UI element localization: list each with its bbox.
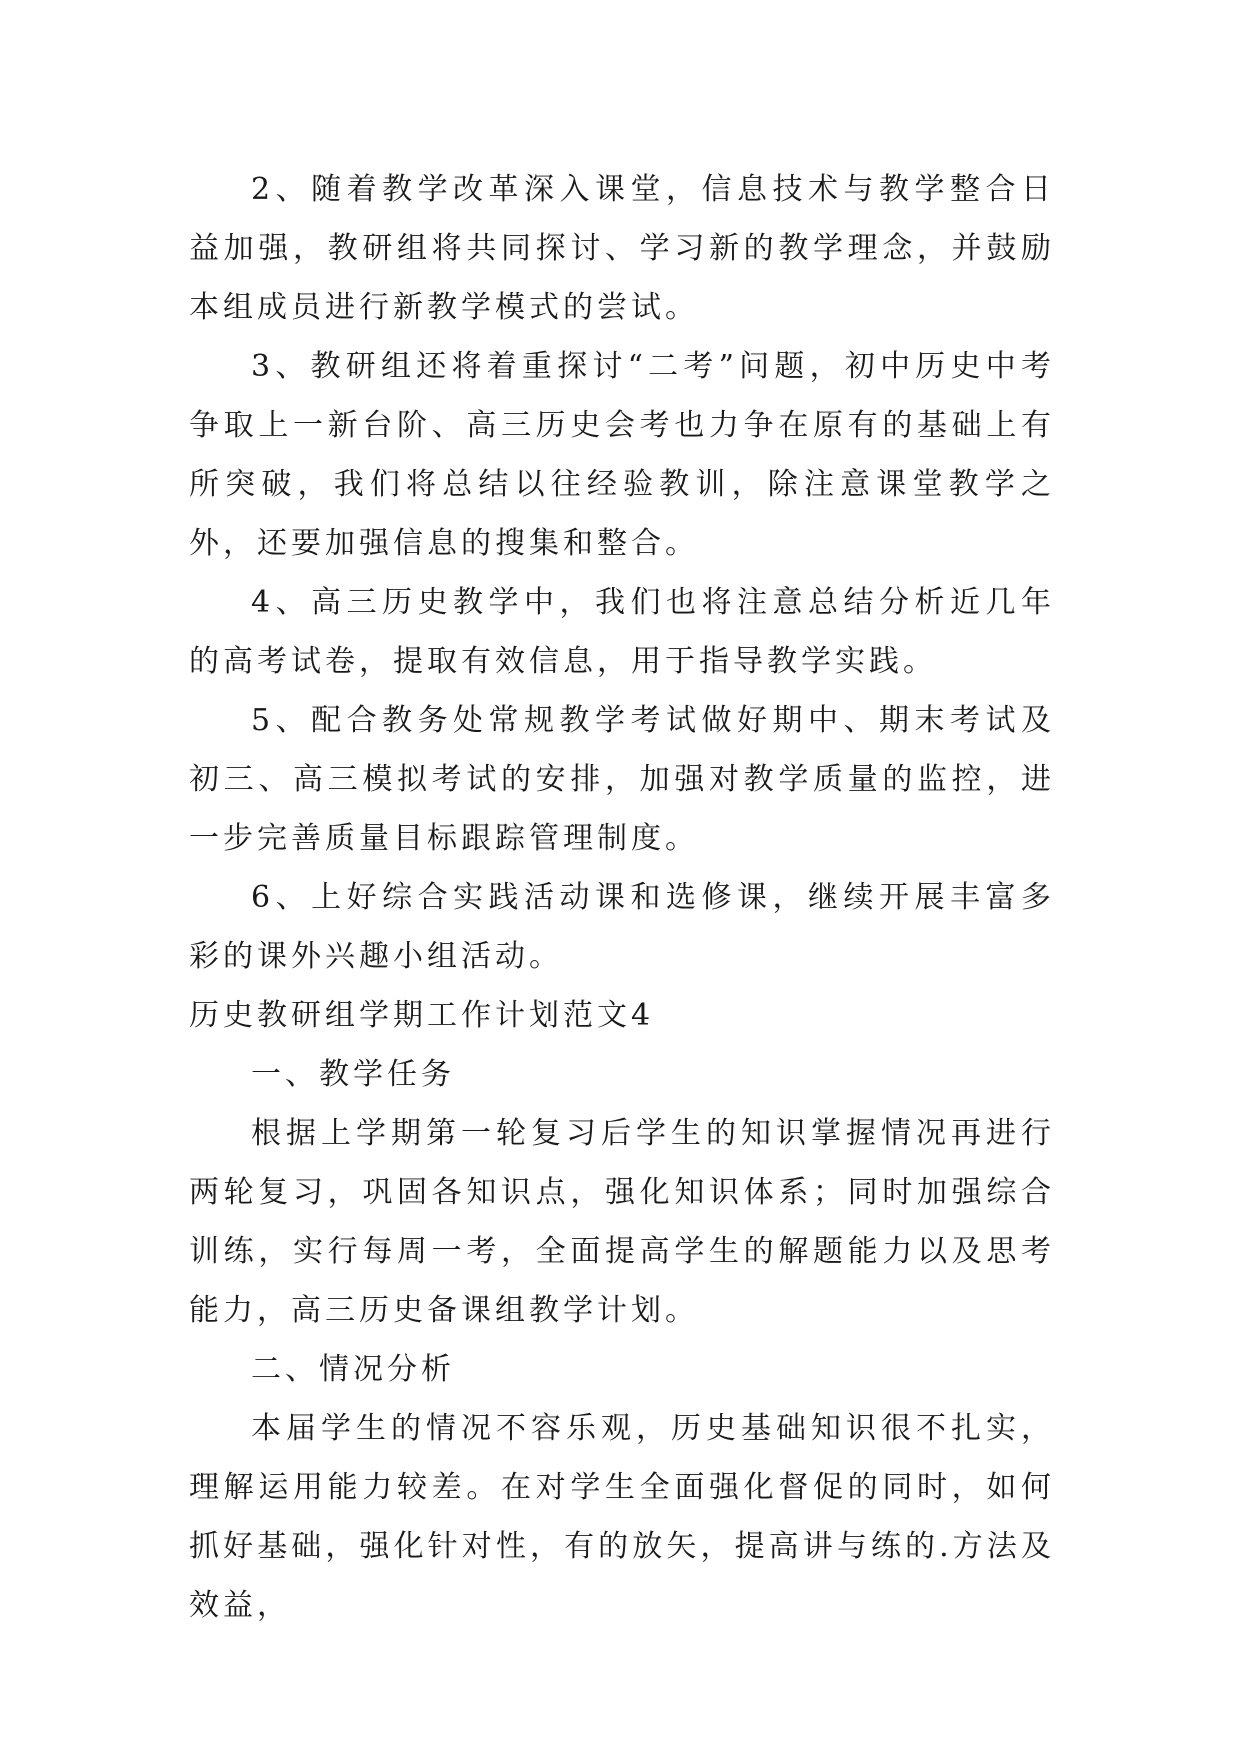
section-title: 历史教研组学期工作计划范文4 (189, 998, 655, 1033)
paragraph-situation-analysis: 本届学生的情况不容乐观，历史基础知识很不扎实，理解运用能力较差。在对学生全面强化督促的同时，如何抓好基础，强化针对性，有的放矢，提高讲与练的.方法及效益， (189, 1411, 1055, 1623)
paragraph-teaching-tasks: 根据上学期第一轮复习后学生的知识掌握情况再进行两轮复习，巩固各知识点，强化知识体系；同时加强综合训练，实行每周一考，全面提高学生的解题能力以及思考能力，高三历史备课组教学计划。 (189, 1116, 1055, 1328)
paragraph-item-5: 5、配合教务处常规教学考试做好期中、期末考试及初三、高三模拟考试的安排，加强对教学质量的监控，进一步完善质量目标跟踪管理制度。 (189, 703, 1055, 856)
paragraph-item-3: 3、教研组还将着重探讨“二考”问题，初中历史中考争取上一新台阶、高三历史会考也力争在原有的基础上有所突破，我们将总结以往经验教训，除注意课堂教学之外，还要加强信息的搜集和整合。 (189, 349, 1055, 561)
heading-situation-analysis: 二、情况分析 (251, 1352, 455, 1387)
paragraph-item-6: 6、上好综合实践活动课和选修课，继续开展丰富多彩的课外兴趣小组活动。 (189, 880, 1055, 974)
document-page (189, 160, 1055, 1635)
heading-teaching-tasks: 一、教学任务 (251, 1057, 455, 1092)
paragraph-item-2: 2、随着教学改革深入课堂，信息技术与教学整合日益加强，教研组将共同探讨、学习新的教学理念，并鼓励本组成员进行新教学模式的尝试。 (189, 172, 1055, 325)
paragraph-item-4: 4、高三历史教学中，我们也将注意总结分析近几年的高考试卷，提取有效信息，用于指导教学实践。 (189, 585, 1055, 679)
